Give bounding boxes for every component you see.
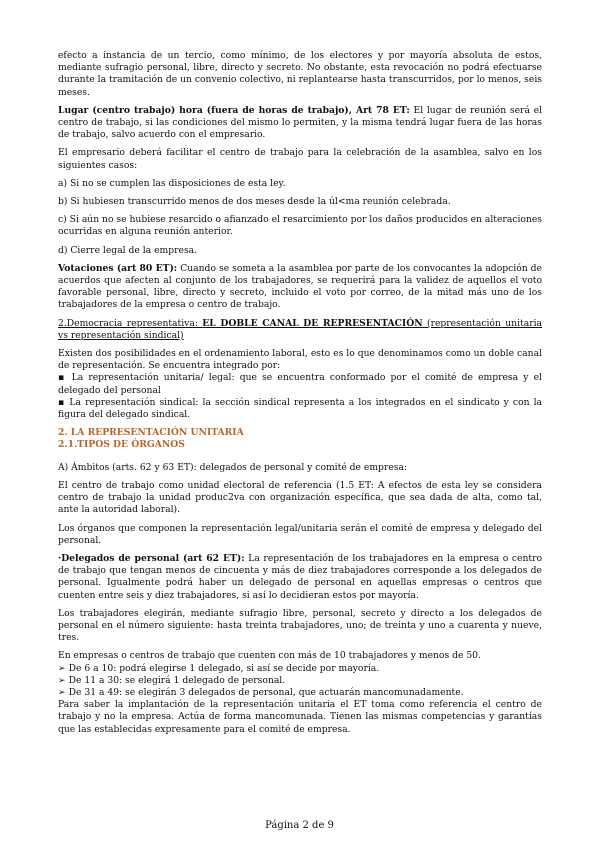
range-item: ➢ De 11 a 30: se elegirá 1 delegado de personal.	[58, 674, 286, 686]
paragraph-meeting-place	[58, 105, 542, 142]
paragraph-implementation: Para saber la implantación de la representación unitaria el ET toma como referencia el centro de trabajo y no la empresa. Actúa de forma mancomunada. Tienen las mismas competencias y garantías que las establecidas expresamente para el comité de empresa.	[58, 699, 542, 735]
bullet-item: ▪ La representación sindical: la sección sindical representa a los integrados en el sindicato y con la figura del delegado sindical.	[58, 396, 542, 421]
case-item: b) Si hubiesen transcurrido menos de dos meses desde la úl<ma reunión celebrada.	[58, 196, 451, 208]
paragraph-companies: En empresas o centros de trabajo que cuenten con más de 10 trabajadores y menos de 50.	[58, 650, 481, 662]
page-number-footer: Página 2 de 9	[265, 820, 334, 831]
meeting-place-heading: Lugar (centro trabajo) hora (fuera de horas de trabajo), Art 78 ET:	[58, 104, 410, 116]
case-item: a) Si no se cumplen las disposiciones de esta ley.	[58, 177, 286, 189]
voting-heading: Votaciones (art 80 ET):	[58, 262, 178, 274]
paragraph-election: Los trabajadores elegirán, mediante sufragio libre, personal, secreto y directo a los delegados de personal en el número siguiente: hasta treinta trabajadores, uno; de treinta y uno a cuarenta y nueve, tres.	[58, 607, 542, 644]
paragraph-employer-duty: El empresario deberá facilitar el centro de trabajo para la celebración de la asamblea, salvo en los siguientes casos:	[58, 147, 542, 171]
meeting-place-text: El lugar de reunión será el centro de trabajo, si las condiciones del mismo lo permiten, y la misma tendrá lugar fuera de las horas de trabajo, salvo acuerdo con el empresario.	[58, 104, 543, 141]
section-prefix: 2.Democracia representativa:	[58, 317, 203, 329]
paragraph-revocation: efecto a instancia de un tercio, como mínimo, de los electores y por mayoría absoluta de estos, mediante sufragio personal, libre, directo y secreto. No obstante, esta revocación no podrá efectuarse durante la tramitación de un convenio colectivo, ni replantearse hasta transcurridos, por lo menos, seis meses.	[58, 50, 542, 98]
bullet-item: ▪ La representación unitaria/ legal: que se encuentra conformado por el comité de empresa y el delegado del personal	[58, 372, 542, 396]
paragraph-work-center: El centro de trabajo como unidad electoral de referencia (1.5 ET: A efectos de esta ley se considera centro de trabajo la unidad produc2va con organización específica, que sea dada de alta, como tal, ante la autoridad laboral).	[58, 479, 542, 516]
case-item: d) Cierre legal de la empresa.	[58, 244, 198, 256]
voting-text: Cuando se someta a la asamblea por parte de los convocantes la adopción de acuerdos que afecten al conjunto de los trabajadores, se requerirá para la validez de aquellos el voto favorable personal, libre, directo y secreto, incluido el voto por correo, de la mitad más uno de los trabajadores de la empresa o centro de trabajo.	[58, 262, 542, 311]
section-suffix: (representación unitaria vs representación sindical)	[58, 317, 542, 341]
section-double-channel	[58, 318, 542, 342]
paragraph-organs: Los órganos que componen la representación legal/unitaria serán el comité de empresa y delegado del personal.	[58, 522, 542, 546]
paragraph-scopes: A) Ámbitos (arts. 62 y 63 ET): delegados de personal y comité de empresa:	[58, 461, 408, 473]
range-item: ➢ De 6 a 10: podrá elegirse 1 delegado, si así se decide por mayoría.	[58, 662, 380, 674]
paragraph-possibilities: Existen dos posibilidades en el ordenamiento laboral, esto es lo que denominamos como un doble canal de representación. Se encuentra integrado por:	[58, 348, 542, 372]
paragraph-voting	[58, 263, 542, 312]
case-item: c) Si aún no se hubiese resarcido o afianzado el resarcimiento por los daños producidos en alteraciones ocurridas en alguna reunión anterior.	[58, 214, 542, 238]
staff-delegates-text: La representación de los trabajadores en la empresa o centro de trabajo que tengan menos de cincuenta y más de diez trabajadores corresponde a los delegados de personal. Igualmente podrá haber un delegado de personal en aquellas empresas o centros que cuenten entre seis y diez trabajadores, si así lo decidieran estos por mayoría.	[58, 552, 542, 601]
heading-unitary-representation: 2. LA REPRESENTACIÓN UNITARIA	[58, 427, 244, 439]
paragraph-staff-delegates	[58, 553, 542, 602]
staff-delegates-heading: ·Delegados de personal (art 62 ET):	[58, 552, 245, 564]
heading-organ-types: 2.1.TIPOS DE ÓRGANOS	[58, 439, 185, 451]
range-item: ➢ De 31 a 49: se elegirán 3 delegados de personal, que actuarán mancomunadamente.	[58, 686, 464, 698]
section-title: EL DOBLE CANAL DE REPRESENTACIÓN	[202, 317, 423, 329]
document-page	[58, 50, 542, 742]
